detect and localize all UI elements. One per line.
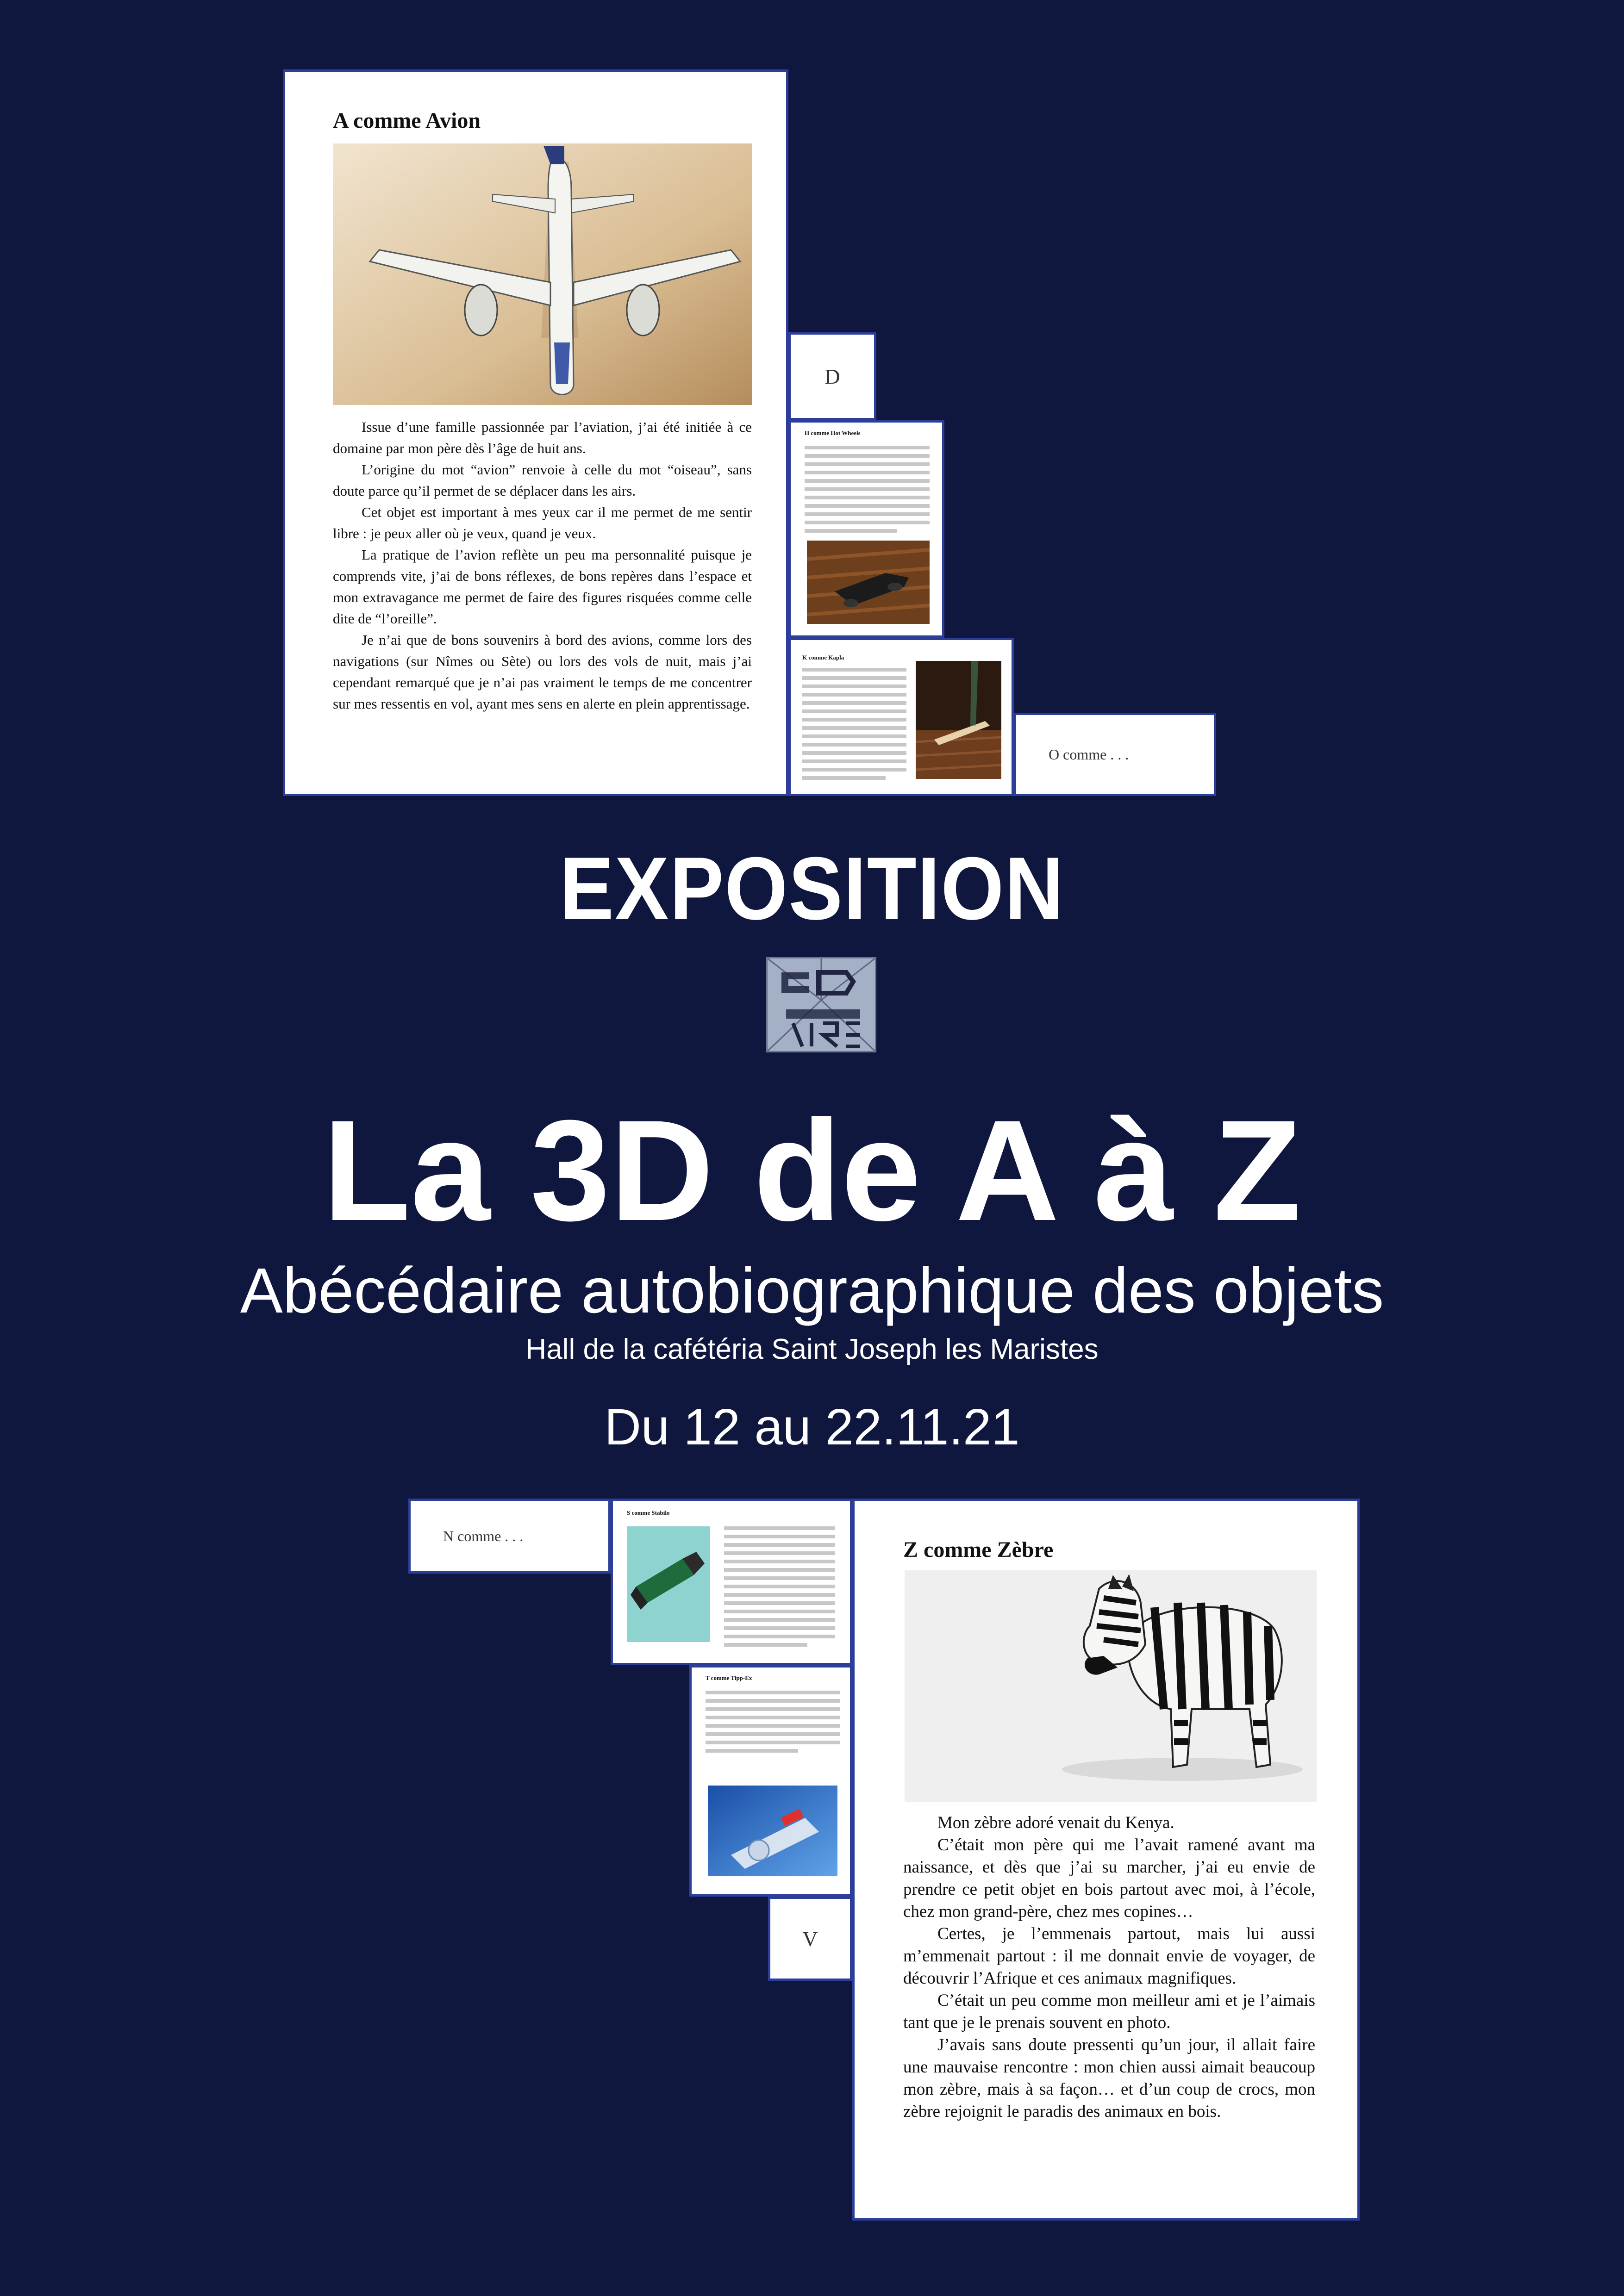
card-title: K comme Kapla [802,654,844,661]
text-placeholder [805,504,930,508]
text-placeholder [802,709,906,713]
text-placeholder [805,446,930,449]
card-k-comme-kapla [788,638,1014,796]
text-placeholder [802,718,906,722]
text-placeholder [724,1635,835,1638]
text-placeholder [724,1560,835,1563]
text-placeholder [805,529,897,533]
text-placeholder [706,1716,840,1719]
text-placeholder [805,496,930,499]
card-z-comme-zebre [852,1499,1360,2221]
card-body-text [903,1812,1315,2123]
card-d [788,332,876,420]
text-placeholder [724,1610,835,1613]
text-placeholder [802,726,906,730]
text-placeholder [802,684,906,688]
text-placeholder [802,668,906,672]
text-placeholder [724,1593,835,1597]
paragraph: Certes, je l’emmenais partout, mais lui aussi m’emmenait partout : il me donnait envie de voyager, de découvrir l’Afrique et ces animaux magnifiques. [903,1924,1315,1988]
text-placeholder [802,759,906,763]
card-label: O comme . . . [1049,746,1129,763]
paragraph: Je n’ai que de bons souvenirs à bord des avions, comme lors des navigations (sur Nîmes ou Sète) ou lors des vols de nuit, mais j’ai cependant remarqué que je n’ai pas vraiment le temps de me concentrer sur mes ressentis en vol, ayant mes sens en alerte en plein apprentissage. [333,632,752,712]
paragraph: Mon zèbre adoré venait du Kenya. [937,1813,1174,1832]
text-placeholder [724,1643,807,1647]
text-placeholder [802,751,906,755]
text-placeholder [724,1576,835,1580]
text-placeholder [724,1585,835,1588]
text-placeholder [706,1691,840,1694]
highlighter-photo [627,1526,710,1642]
text-placeholder [706,1741,840,1744]
paragraph: Issue d’une famille passionnée par l’aviation, j’ai été initiée à ce domaine par mon père dès l’âge de huit ans. [333,419,752,456]
card-t-comme-tipp-ex [689,1665,852,1897]
paragraph: Cet objet est important à mes yeux car il me permet de me sentir libre : je peux aller où je veux, quand je veux. [333,504,752,541]
paragraph: C’était un peu comme mon meilleur ami et je l’aimais tant que je le prenais souvent en photo. [903,1991,1315,2032]
text-placeholder [802,768,906,772]
text-placeholder [724,1551,835,1555]
text-placeholder [706,1749,798,1753]
card-title: H comme Hot Wheels [805,429,861,436]
wooden-plank-photo [916,661,1001,779]
card-title: T comme Tipp-Ex [706,1674,752,1681]
text-placeholder [706,1732,840,1736]
paragraph: C’était mon père qui me l’avait ramené avant ma naissance, et dès que j’ai su marcher, j’ai eu envie de prendre ce petit objet en bois partout avec moi, à l’école, chez mon grand-père, chez mes copines… [903,1836,1315,1921]
card-n [408,1499,611,1574]
paragraph: J’avais sans doute pressenti qu’un jour, il allait faire une mauvaise rencontre : mon chien aussi aimait beaucoup mon zèbre, mais à sa façon… et d’un coup de crocs, mon zèbre rejoignit le paradis des animaux en bois. [903,2035,1315,2121]
text-placeholder [724,1543,835,1547]
subtitle: Abécédaire autobiographique des objets [240,1255,1384,1326]
text-placeholder [724,1526,835,1530]
toy-airplane-photo [333,143,752,405]
text-placeholder [706,1724,840,1728]
text-placeholder [724,1535,835,1538]
correction-tape-photo [708,1786,837,1876]
text-placeholder [805,454,930,458]
card-title: S comme Stabilo [627,1509,670,1516]
card-a-comme-avion [283,69,788,796]
3d-logo [766,957,876,1052]
text-placeholder [802,734,906,738]
venue-text: Hall de la cafétéria Saint Joseph les Maristes [525,1333,1099,1365]
text-placeholder [805,471,930,474]
card-h-comme-hot-wheels [788,420,944,638]
card-v [768,1897,852,1981]
text-placeholder [805,462,930,466]
toy-car-photo [807,541,930,624]
card-title: A comme Avion [333,108,481,133]
text-placeholder [802,701,906,705]
text-placeholder [724,1601,835,1605]
text-placeholder [802,676,906,680]
text-placeholder [706,1707,840,1711]
text-placeholder [724,1568,835,1572]
text-placeholder [802,743,906,747]
card-o [1014,713,1216,796]
text-placeholder [805,479,930,483]
card-label: V [802,1927,818,1951]
text-placeholder [805,487,930,491]
card-title: Z comme Zèbre [903,1537,1054,1562]
paragraph: L’origine du mot “avion” renvoie à celle du mot “oiseau”, sans doute parce qu’il permet de se déplacer dans les airs. [333,461,752,499]
card-body-text [333,417,752,715]
card-label: N comme . . . [443,1527,524,1544]
paragraph: La pratique de l’avion reflète un peu ma personnalité puisque je comprends vite, j’ai de bons réflexes, de bons repères dans l’espace et mon extravagance me permet de faire des figures risquées comme celle dite de “l’oreille”. [333,547,752,627]
text-placeholder [802,776,886,780]
zebra-figurine-photo [905,1570,1317,1802]
text-placeholder [802,693,906,697]
card-s-comme-stabilo [611,1499,852,1665]
text-placeholder [724,1626,835,1630]
main-title: La 3D de A à Z [323,1090,1301,1251]
dates-text: Du 12 au 22.11.21 [604,1399,1020,1456]
exposition-heading: EXPOSITION [560,839,1064,939]
card-label: D [824,364,840,388]
text-placeholder [805,512,930,516]
text-placeholder [724,1618,835,1622]
text-placeholder [706,1699,840,1703]
text-placeholder [805,521,930,524]
